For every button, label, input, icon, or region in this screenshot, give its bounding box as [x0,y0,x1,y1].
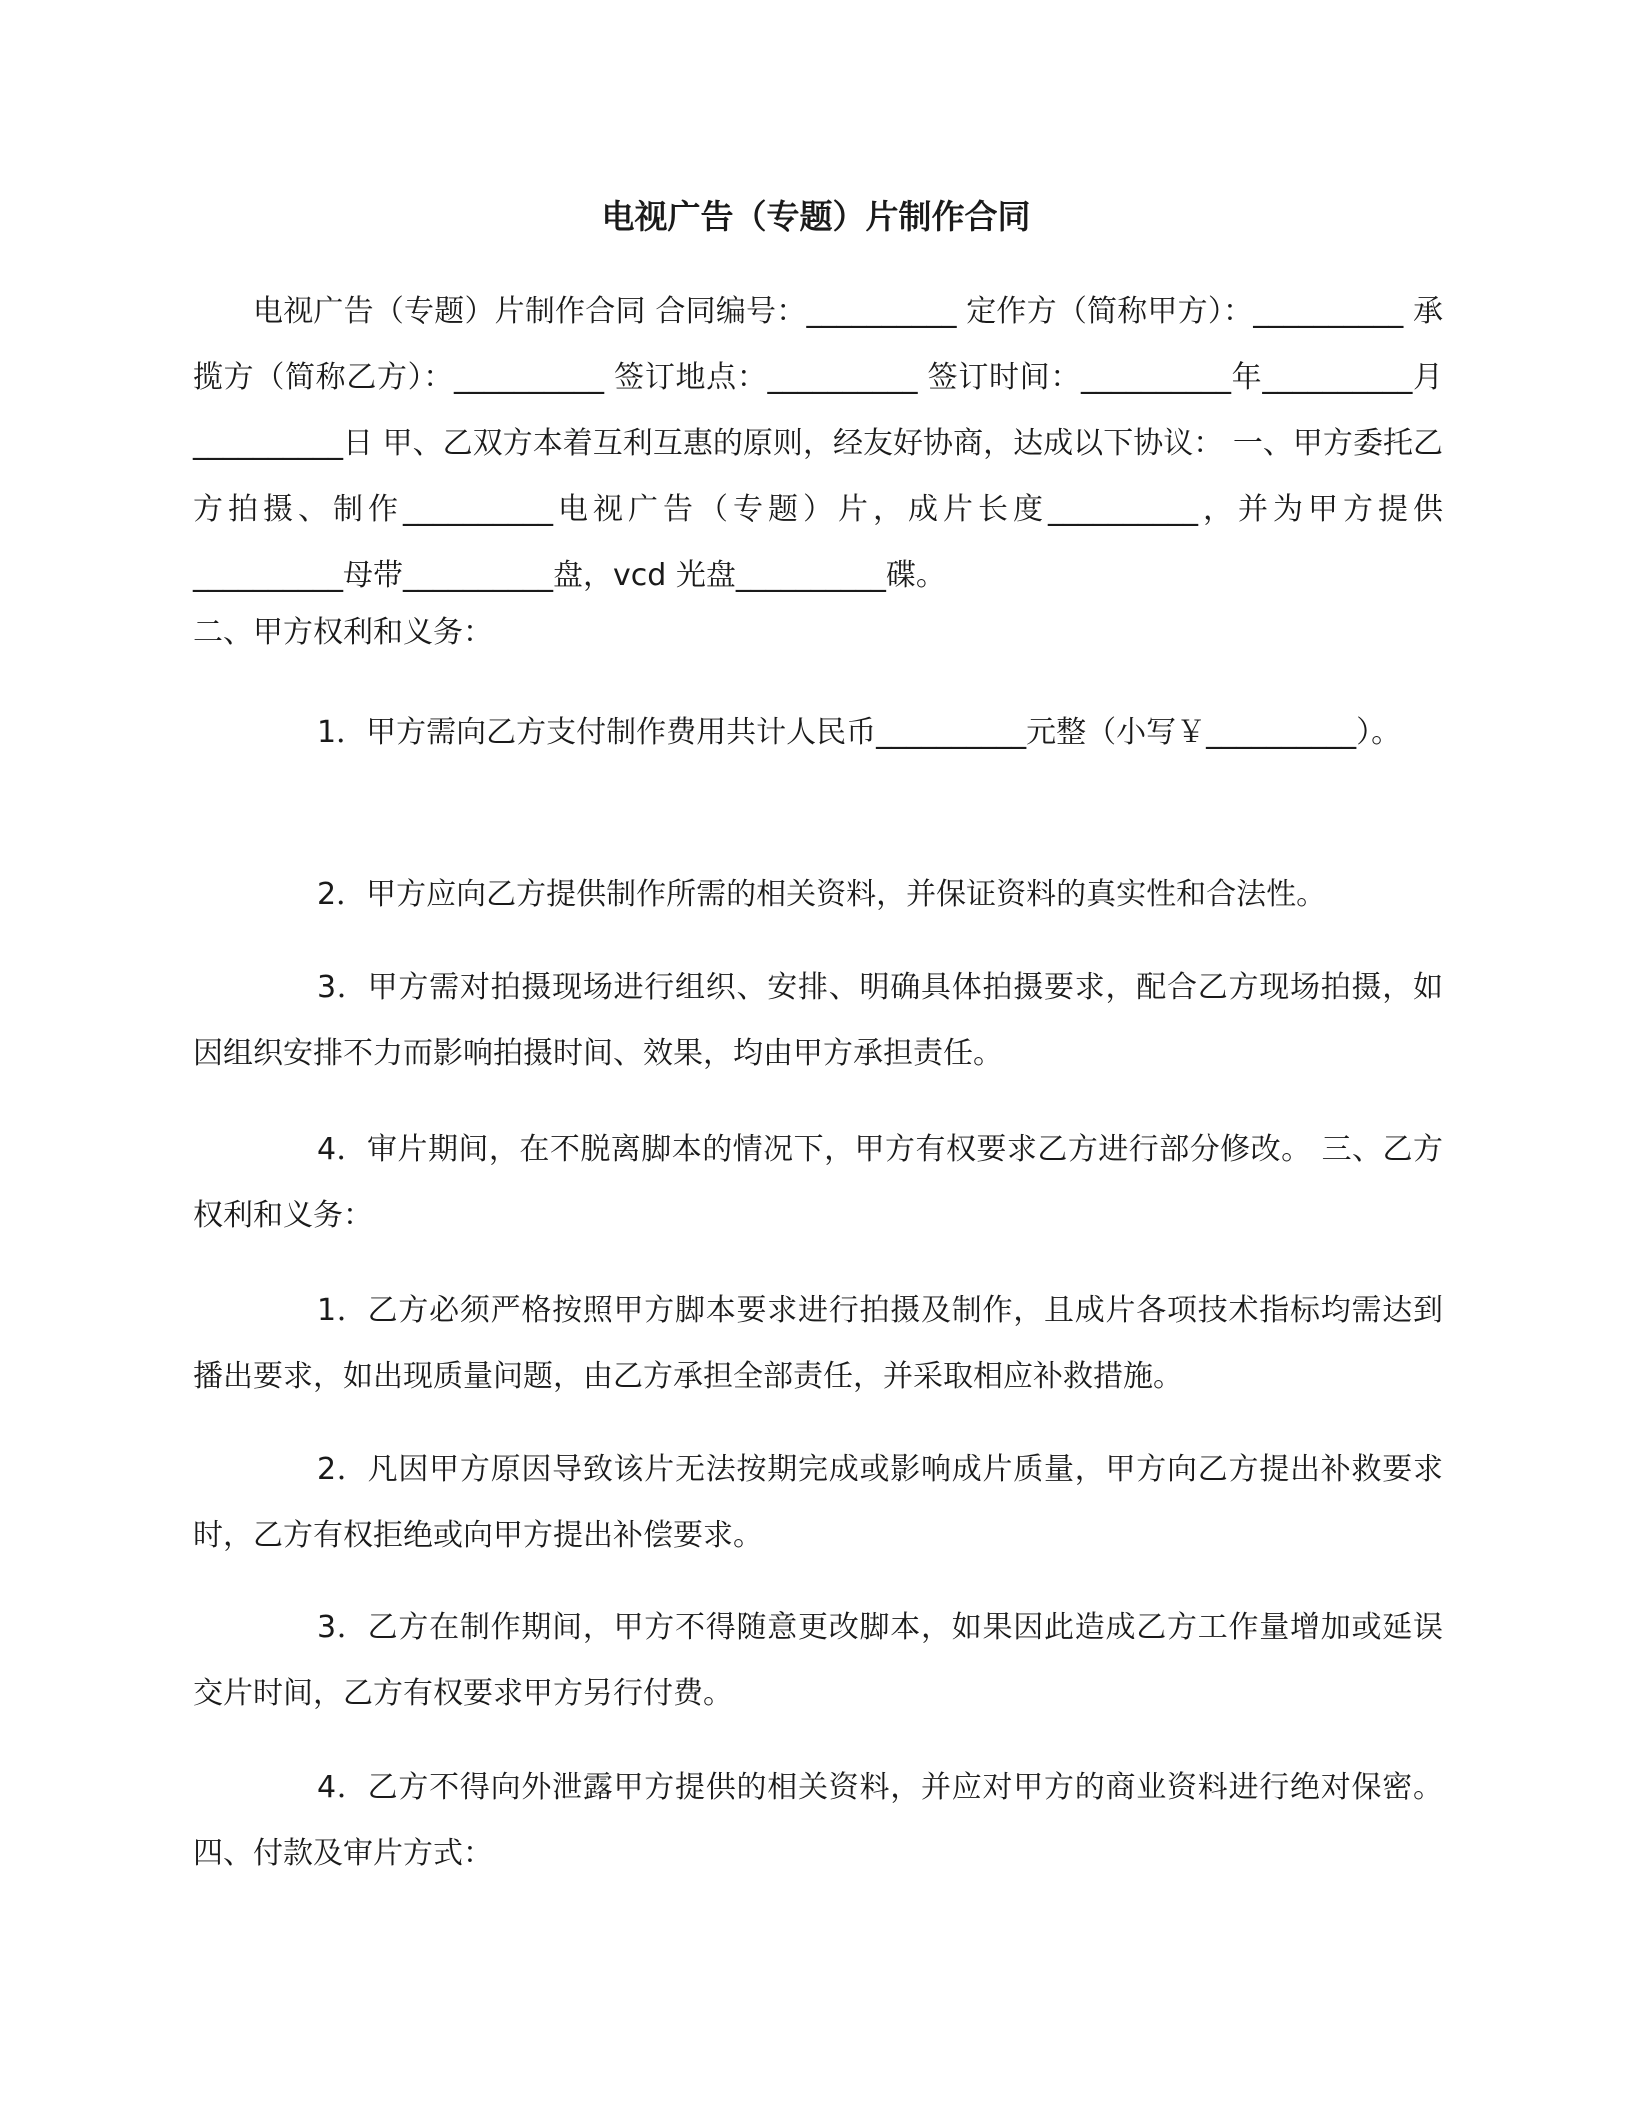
party-b-clause-3: 3．乙方在制作期间，甲方不得随意更改脚本，如果因此造成乙方工作量增加或延误交片时间，乙方有权要求甲方另行付费。 [193,1610,1443,1711]
party-b-clause-2: 2．凡因甲方原因导致该片无法按期完成或影响成片质量，甲方向乙方提出补救要求时，乙方有权拒绝或向甲方提出补偿要求。 [193,1452,1443,1553]
party-b-clause-4: 4．乙方不得向外泄露甲方提供的相关资料，并应对甲方的商业资料进行绝对保密。 四、付款及审片方式： [193,1770,1443,1871]
document-title: 电视广告（专题）片制作合同 [601,197,1031,236]
contract-intro-paragraph: 电视广告（专题）片制作合同 合同编号：__________ 定作方（简称甲方）：__________ 承揽方（简称乙方）：__________ 签订地点：__________ 签订时间：__________年__________月__________日 甲、乙双方本着互利互惠的原则，经友好协商，达成以下协议： 一、甲方委托乙方拍摄、制作__________电视广告（专题）片，成片长度__________，并为甲方提供__________母带__________盘，vcd 光盘__________碟。 [193,294,1443,593]
section-heading-party-a-rights: 二、甲方权利和义务： [193,615,493,650]
party-a-clause-3: 3．甲方需对拍摄现场进行组织、安排、明确具体拍摄要求，配合乙方现场拍摄，如因组织安排不力而影响拍摄时间、效果，均由甲方承担责任。 [193,970,1443,1071]
party-a-clause-1: 1．甲方需向乙方支付制作费用共计人民币__________元整（小写￥__________）。 [317,715,1402,750]
party-b-clause-1: 1．乙方必须严格按照甲方脚本要求进行拍摄及制作，且成片各项技术指标均需达到播出要求，如出现质量问题，由乙方承担全部责任，并采取相应补救措施。 [193,1293,1443,1394]
party-a-clause-2: 2．甲方应向乙方提供制作所需的相关资料，并保证资料的真实性和合法性。 [317,877,1327,912]
party-a-clause-4: 4．审片期间，在不脱离脚本的情况下，甲方有权要求乙方进行部分修改。 三、乙方权利和义务： [193,1132,1443,1233]
